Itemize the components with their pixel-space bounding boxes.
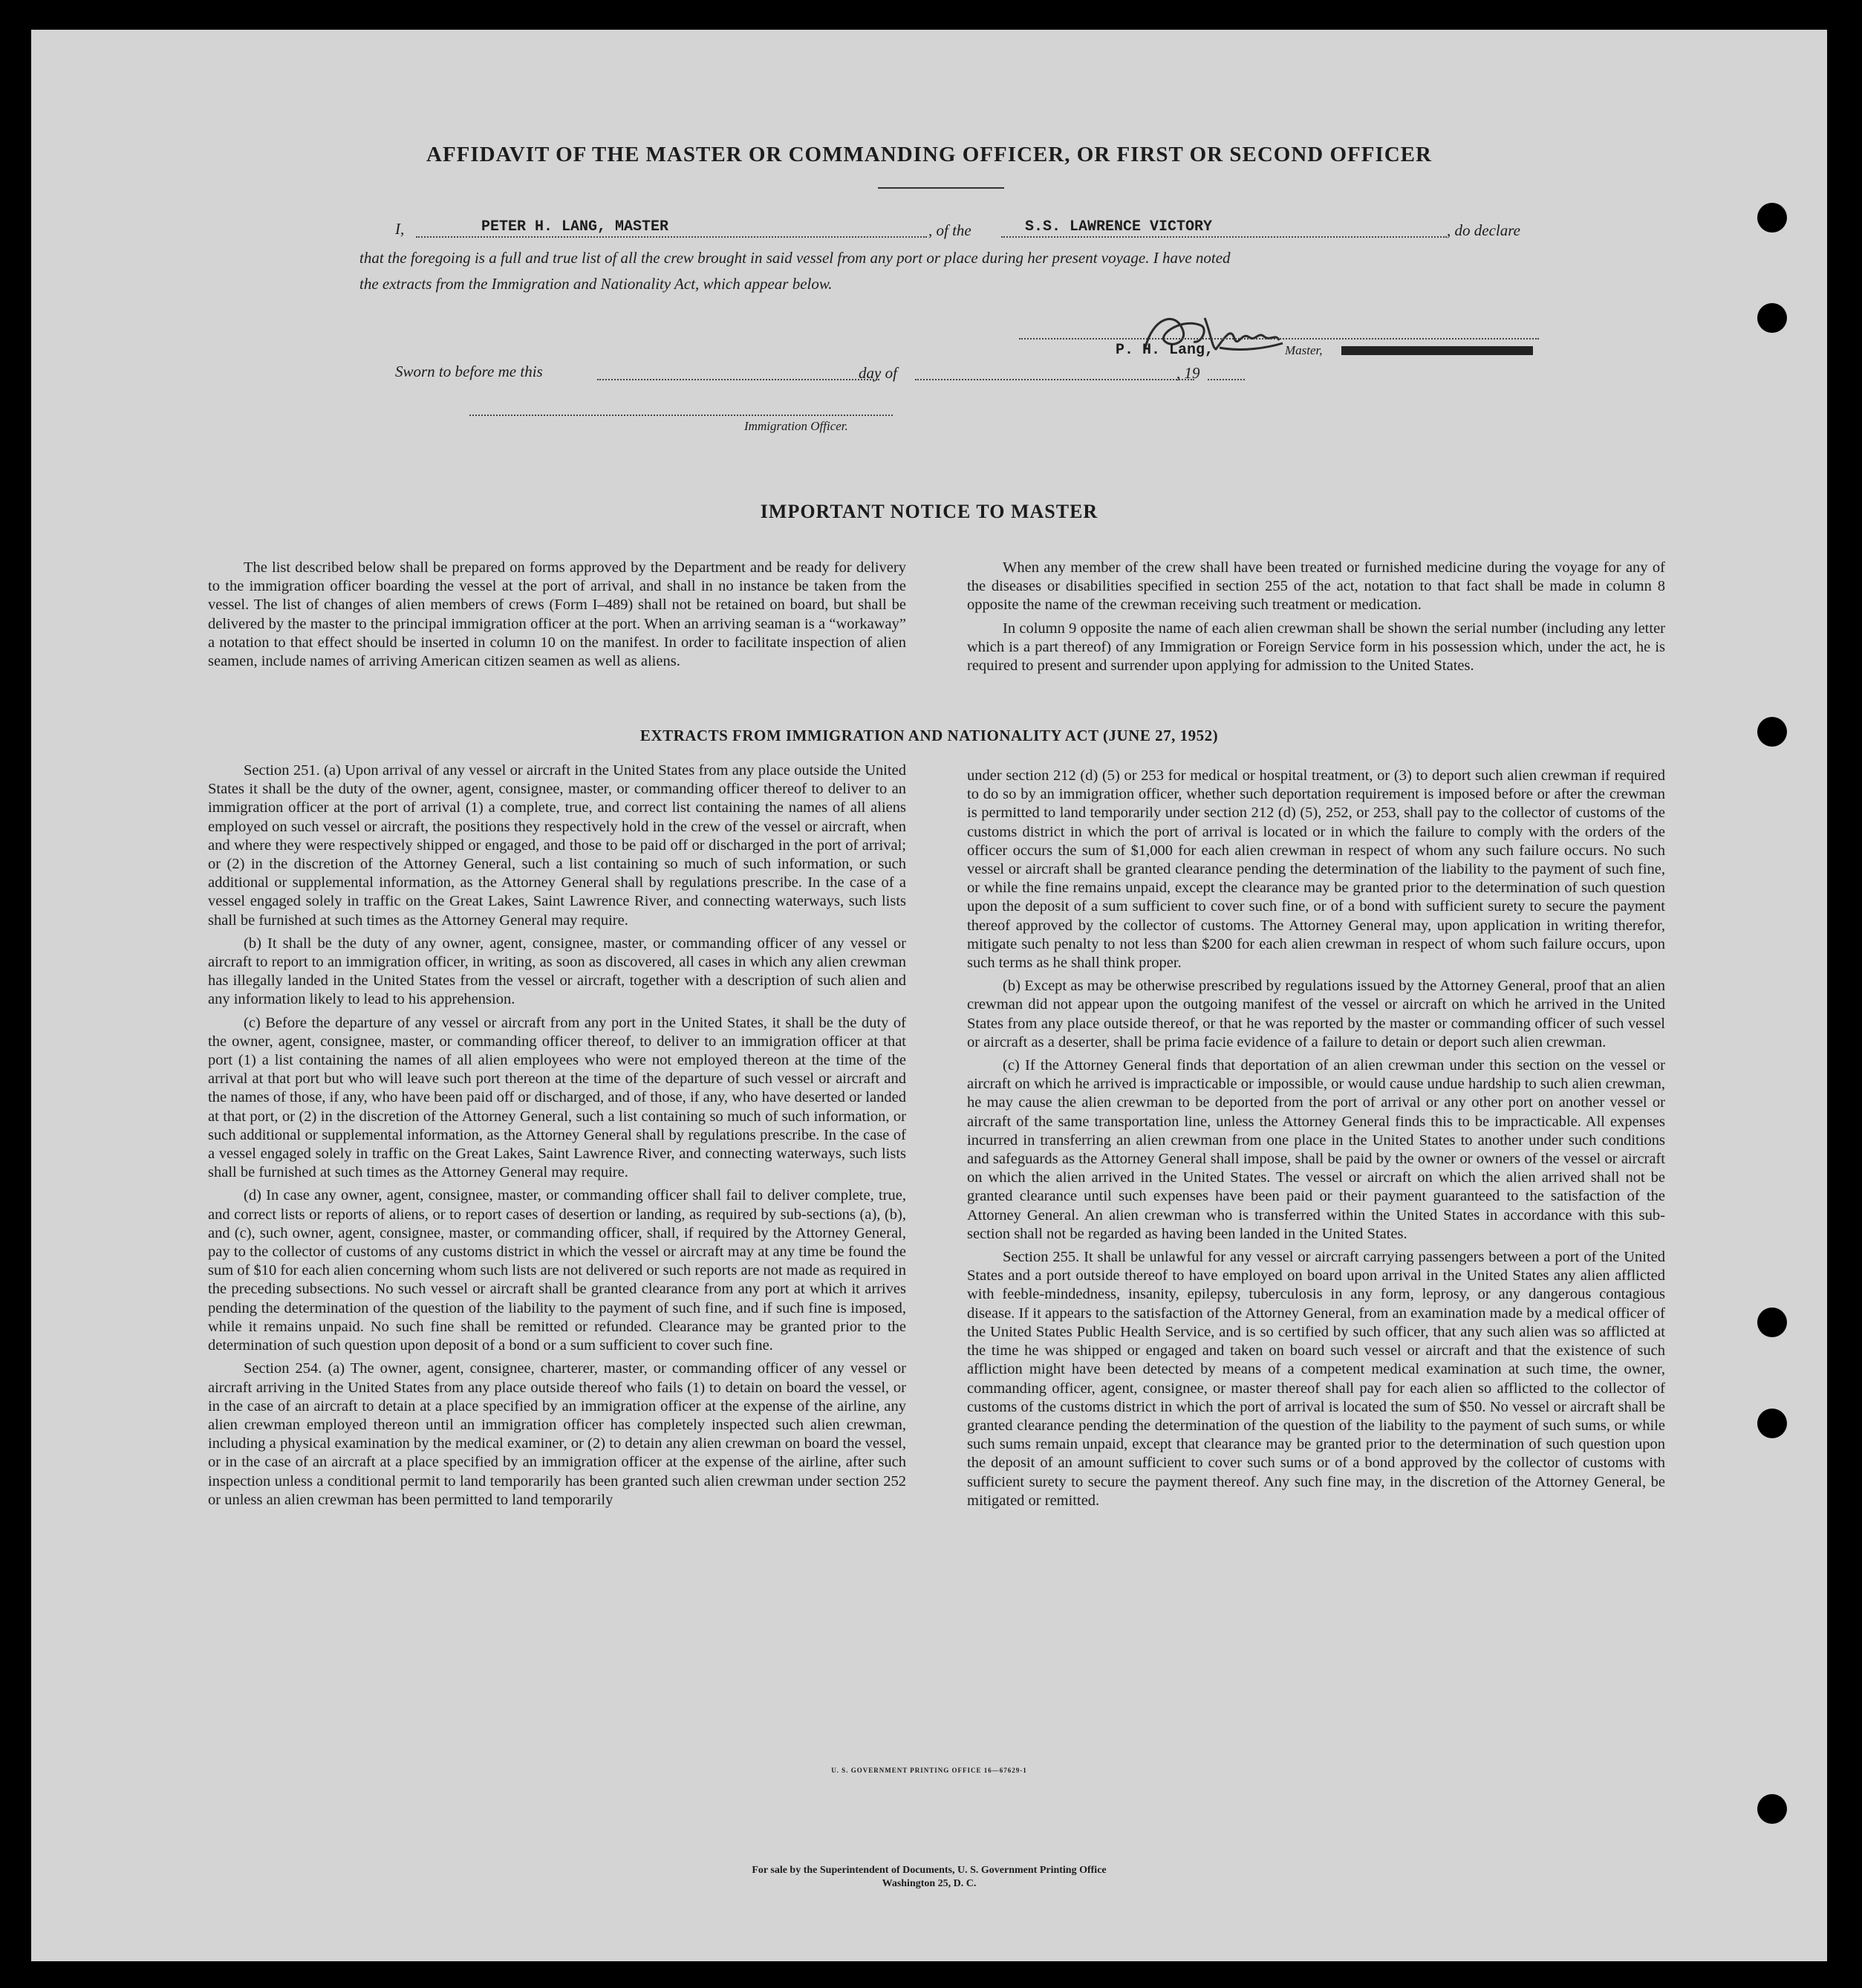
- sworn-day-underline: [597, 379, 879, 380]
- form-page: [31, 30, 1827, 1961]
- section-paragraph: (b) It shall be the duty of any owner, agent, consignee, master, or commanding officer of any vessel or aircraft to report to an immigration officer, in writing, as soon as discovered, all cases in which any alien crewman has illegally landed in the United States from the vessel or aircraft, together with a description of such alien and any information likely to lead to his apprehension.: [208, 935, 906, 1008]
- do-declare-label: , do declare: [1447, 221, 1520, 239]
- notice-paragraph: When any member of the crew shall have been treated or furnished medicine during the voyage for any of the diseases or disabilities specified in section 255 of the act, notation to that fact shall be made in column 8 opposite the name of the crewman receiving such treatment or medication.: [967, 559, 1665, 614]
- notice-paragraph: The list described below shall be prepared on forms approved by the Department and be ready for delivery to the immigration officer boarding the vessel at the port of arrival, and shall in no instance be taken from the vessel. The list of changes of alien members of crews (Form I–489) shall not be retained on board, but shall be delivered by the master to the principal immigration officer at the port. When an arriving seaman is a “workaway” a notation to that effect should be inserted in column 10 on the manifest. In order to facilitate inspection of alien seamen, include names of arriving American citizen seamen as well as aliens.: [208, 559, 906, 670]
- notice-paragraph: In column 9 opposite the name of each alien crewman shall be shown the serial number (including any letter which is a part thereof) of any Immigration or Foreign Service form in his possession which, under the act, he is required to present and surrender upon applying for admission to the United States.: [967, 620, 1665, 675]
- punch-hole: [1757, 1409, 1787, 1438]
- section-paragraph: (d) In case any owner, agent, consignee, master, or commanding officer shall fail to deliver complete, true, and correct lists or reports of aliens, or to report cases of desertion or landing, as required by sub-sections (a), (b), and (c), such owner, agent, consignee, master, or commanding officer, shall, if required by the Attorney General, pay to the collector of customs of any customs district in which the vessel or aircraft may at any time be found the sum of $10 for each alien concerning whom such lists are not delivered or such reports are not made as required in the preceding subsections. No such vessel or aircraft shall be granted clearance from any port at which it arrives pending the determination of the question of the liability to the payment of such fine, and if such fine is imposed, while it remains unpaid. No such fine shall be remitted or refunded. Clearance may be granted prior to the determination of such question upon deposit of a bond or a sum sufficient to cover such fine.: [208, 1187, 906, 1354]
- punch-hole: [1757, 717, 1787, 747]
- punch-hole: [1757, 1308, 1787, 1337]
- punch-hole: [1757, 1794, 1787, 1824]
- signer-typed-name: P. H. Lang,: [1116, 342, 1214, 359]
- master-label: Master,: [1285, 343, 1323, 357]
- section-paragraph: (c) Before the departure of any vessel or aircraft from any port in the United States, it shall be the duty of the owner, agent, consignee, master, or commanding officer thereof, to deliver to an immigration officer at that port (1) a list containing the names of all alien employees who were not employed thereon at the time of the arrival at that port but who will leave such port thereon at the time of the departure of such vessel or aircraft and the names of those, if any, who have been paid off or discharged, and of those, if any, who have deserted or landed at that port, or (2) in the discretion of the Attorney General, such a list containing so much of such information, or such additional or supplemental information, as the Attorney General shall by regulations prescribe. In the case of a vessel engaged solely in traffic on the Great Lakes, Saint Lawrence River, and connecting waterways, such lists shall be furnished at such times as the Attorney General may require.: [208, 1014, 906, 1181]
- of-the-label: , of the: [928, 221, 971, 239]
- sale-notice-line-1: For sale by the Superintendent of Documents, U. S. Government Printing Office: [752, 1865, 1107, 1876]
- officer-signature-underline: [469, 415, 893, 416]
- affidavit-statement-line-2: the extracts from the Immigration and Nationality Act, which appear below.: [359, 275, 833, 293]
- sale-notice-line-2: Washington 25, D. C.: [882, 1878, 977, 1889]
- punch-hole: [1757, 303, 1787, 333]
- notice-left-column: [208, 559, 906, 675]
- section-paragraph: Section 254. (a) The owner, agent, consignee, charterer, master, or commanding officer of any vessel or aircraft arriving in the United States from any place outside thereof who fails (1) to detain on board the vessel, or in the case of an aircraft to detain at a place specified by an immigration officer at the expense of the airline, any alien crewman employed thereon until an immigration officer has completely inspected such alien crewman, including a physical examination by the medical examiner, or (2) to detain any alien crewman on board the vessel, or in the case of an aircraft at a place specified by an immigration officer at the expense of the airline, after such inspection unless a conditional permit to land temporarily has been granted such alien crewman under section 252 or unless an alien crewman has been permitted to land temporarily: [208, 1360, 906, 1508]
- vessel-underline: [1001, 236, 1447, 238]
- notice-title: IMPORTANT NOTICE TO MASTER: [760, 501, 1098, 522]
- section-paragraph: (b) Except as may be otherwise prescribed by regulations issued by the Attorney General, proof that an alien crewman did not appear upon the outgoing manifest of the vessel or aircraft on which he arrived in the United States from any place outside thereof, or that he was reported by the master or commanding officer of such vessel or aircraft as a deserter, shall be prima facie evidence of a failure to detain or deport such alien crewman.: [967, 978, 1665, 1050]
- section-paragraph: under section 212 (d) (5) or 253 for medical or hospital treatment, or (3) to deport such alien crewman if required to do so by an immigration officer, whether such deportation requirement is imposed before or after the crewman is permitted to land temporarily under section 212 (d) (5), 252, or 253, shall pay to the collector of customs of the customs district in which the port of arrival is located or in which the failure to comply with the orders of the officer occurs the sum of $1,000 for each alien crewman in respect of whom any such failure occurs. No such vessel or aircraft shall be granted clearance pending the determination of the liability to the payment of such fine, or while the fine remains unpaid, except the clearance may be granted prior to the determination of such question upon the deposit of a sum sufficient to cover such fine, or of a bond with sufficient surety to secure the payment thereof approved by the collector of customs. The Attorney General may, upon application in writing therefor, mitigate such penalty to not less than $200 for each alien crewman in respect of whom such failure occurs, upon such terms as he shall think proper.: [967, 767, 1665, 972]
- extracts-title: EXTRACTS FROM IMMIGRATION AND NATIONALITY ACT (JUNE 27, 1952): [639, 727, 1219, 744]
- vessel-name-field[interactable]: S.S. LAWRENCE VICTORY: [1025, 218, 1213, 235]
- year-label: , 19: [1176, 364, 1200, 382]
- i-label: I,: [395, 220, 405, 238]
- affidavit-statement-line-1: that the foregoing is a full and true list of all the crew brought in said vessel from any port or place during her present voyage. I have noted: [359, 249, 1231, 267]
- struck-out-title: [1341, 346, 1533, 355]
- signature-underline: [1019, 338, 1539, 340]
- handwritten-signature: [1130, 296, 1294, 370]
- month-underline: [915, 379, 1194, 380]
- title-divider: [878, 187, 1004, 189]
- immigration-officer-label: Immigration Officer.: [744, 419, 848, 433]
- day-of-label: day of: [859, 364, 897, 382]
- year-underline: [1208, 379, 1245, 380]
- extracts-left-column: [208, 761, 906, 1514]
- sworn-label: Sworn to before me this: [395, 363, 543, 380]
- name-underline: [416, 236, 927, 238]
- affidavit-title: AFFIDAVIT OF THE MASTER OR COMMANDING OFFICER, OR FIRST OR SECOND OFFICER: [426, 143, 1432, 166]
- section-paragraph: (c) If the Attorney General finds that deportation of an alien crewman under this section on the vessel or aircraft on which he arrived is impracticable or impossible, or would cause undue hardship to such alien crewman, he may cause the alien crewman to be deported from the port of arrival or any other port on another vessel or aircraft of the same transportation line, unless the Attorney General finds this to be impracticable. All expenses incurred in transferring an alien crewman from one place in the United States to another under such conditions and safeguards as the Attorney General shall impose, shall be paid by the owner or owners of the vessel or aircraft on which the alien arrived in the United States. The vessel or aircraft on which the alien arrived shall not be granted clearance until such expenses have been paid or their payment guaranteed to the satisfaction of the Attorney General. An alien crewman who is transferred within the United States in accordance with this sub-section shall not be regarded as having been landed in the United States.: [967, 1057, 1665, 1242]
- gpo-imprint: U. S. GOVERNMENT PRINTING OFFICE 16—67629-1: [831, 1767, 1027, 1774]
- notice-right-column: [967, 559, 1665, 680]
- master-name-field[interactable]: PETER H. LANG, MASTER: [481, 218, 669, 235]
- extracts-right-column: [967, 767, 1665, 1515]
- punch-hole: [1757, 203, 1787, 233]
- section-paragraph: Section 255. It shall be unlawful for any vessel or aircraft carrying passengers between a port of the United States and a port outside thereof to have employed on board upon arrival in the United States any alien afflicted with feeble-mindedness, insanity, epilepsy, tuberculosis in any form, leprosy, or any dangerous contagious disease. If it appears to the satisfaction of the Attorney General, from an examination made by a medical officer of the United States Public Health Service, and is so certified by such officer, that any such alien was so afflicted at the time he was shipped or engaged and taken on board such vessel or aircraft and that the existence of such affliction might have been detected by means of a competent medical examination at such time, the owner, commanding officer, agent, consignee, or master thereof shall pay for each alien so afflicted to the collector of customs of the customs district in which the port of arrival is located the sum of $50. No vessel or aircraft shall be granted clearance pending the determination of the question of the liability to the payment of such sums, or while such sums remain unpaid, except that clearance may be granted prior to the determination of such question upon the deposit of an amount sufficient to cover such sums or of a bond approved by the collector of customs with sufficient surety to secure the payment thereof. Any such fine may, in the discretion of the Attorney General, be mitigated or remitted.: [967, 1249, 1665, 1509]
- section-paragraph: Section 251. (a) Upon arrival of any vessel or aircraft in the United States from any place outside the United States it shall be the duty of the owner, agent, consignee, master, or commanding officer thereof to deliver to an immigration officer at the port of arrival (1) a complete, true, and correct list containing the names of all aliens employed on such vessel or aircraft, the positions they respectively hold in the crew of the vessel or aircraft, when and where they were respectively shipped or engaged, and those to be paid off or discharged in the port of arrival; or (2) in the discretion of the Attorney General, such a list containing so much of such information, or such additional or supplemental information, as the Attorney General shall by regulations prescribe. In the case of a vessel engaged solely in traffic on the Great Lakes, Saint Lawrence River, and connecting waterways, such lists shall be furnished at such times as the Attorney General may require.: [208, 762, 906, 929]
